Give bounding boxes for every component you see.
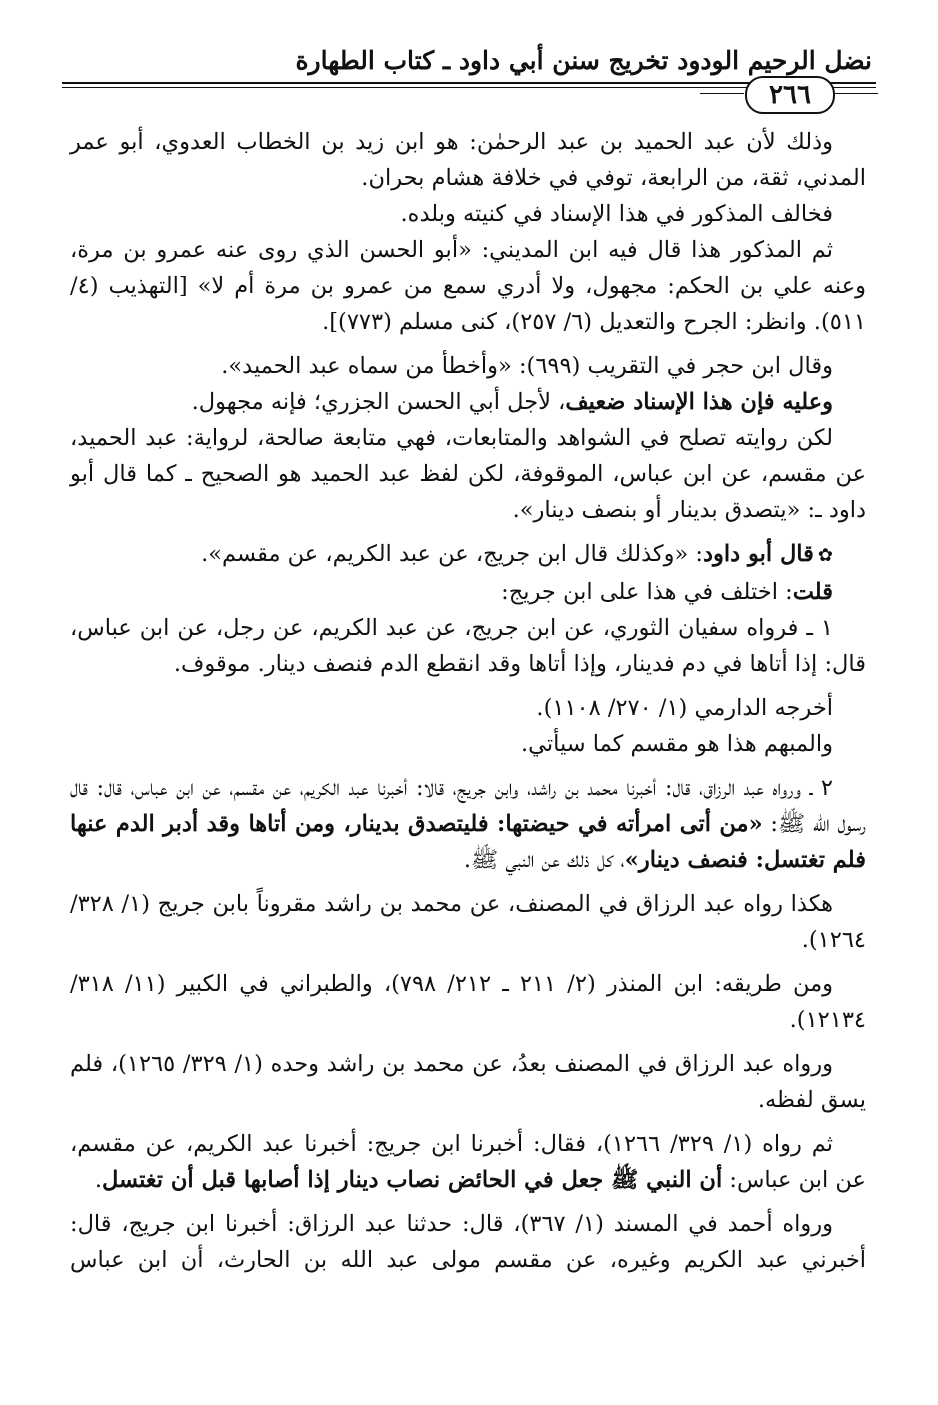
text-run: ، لأجل أبي الحسن الجزري؛ فإنه مجهول.: [191, 389, 566, 415]
bold-text: وعليه فإن هذا الإسناد ضعيف: [565, 389, 833, 415]
paragraph: [70, 196, 866, 232]
paragraph: [70, 1046, 866, 1118]
text-run: .: [94, 1167, 102, 1193]
text-run: : اختلف في هذا على ابن جريج:: [501, 579, 793, 605]
paragraph: [70, 232, 866, 340]
text-run: ، كل ذلك عن النبي ﷺ.: [463, 847, 625, 873]
paragraph: [70, 1126, 866, 1198]
body-text: [70, 124, 866, 1278]
paragraph: [70, 348, 866, 384]
page-number: ٢٦٦: [745, 76, 835, 114]
page-number-ornament: [0, 74, 938, 114]
paragraph: [70, 420, 866, 528]
text-run: ١ ـ فرواه سفيان الثوري، عن ابن جريج، عن عبد الكريم، عن رجل، عن ابن عباس، قال: إذا أتاها في دم فدينار، وإذا أتاها وقد انقطع الدم فنصف دينار. موقوف.: [70, 615, 866, 677]
text-run: ثم المذكور هذا قال فيه ابن المديني: «أبو الحسن الذي روى عنه عمرو بن مرة، وعنه علي بن الحكم: مجهول، ولا أدري سمع من عمرو بن مرة أم لا» [التهذيب (٤/ ٥١١). وانظر: الجرح والتعديل (٦/ ٢٥٧)، كنى مسلم (٧٧٣)].: [70, 237, 866, 335]
text-run: وقال ابن حجر في التقريب (٦٩٩): «وأخطأ من سماه عبد الحميد».: [221, 353, 833, 379]
text-run: فخالف المذكور في هذا الإسناد في كنيته وبلده.: [400, 201, 833, 227]
running-header-title: نضل الرحيم الودود تخريج سنن أبي داود ـ كتاب الطهارة: [295, 46, 872, 75]
text-run: أخرجه الدارمي (١/ ٢٧٠/ ١١٠٨).: [536, 695, 833, 721]
text-run: هكذا رواه عبد الرزاق في المصنف، عن محمد بن راشد مقروناً بابن جريج (١/ ٣٢٨/ ١٢٦٤).: [70, 891, 866, 953]
paragraph: [70, 1206, 866, 1278]
text-run: لكن روايته تصلح في الشواهد والمتابعات، فهي متابعة صالحة، لرواية: عبد الحميد، عن مقسم، عن ابن عباس، الموقوفة، لكن لفظ عبد الحميد هو الصحيح ـ كما قال أبو داود ـ: «يتصدق بدينار أو بنصف دينار».: [70, 425, 866, 523]
ornament-line-right: [834, 93, 878, 94]
paragraph: [70, 770, 866, 878]
text-run: ٢ ـ ورواه عبد الرزاق، قال: أخبرنا محمد بن راشد، وابن جريج، قالا: أخبرنا عبد الكريم، عن مقسم، عن ابن عباس، قال: قال رسول الله ﷺ:: [70, 775, 866, 837]
paragraph: [70, 690, 866, 726]
flower-ornament-icon: ✿: [817, 545, 833, 566]
text-run: : «وكذلك قال ابن جريج، عن عبد الكريم، عن مقسم».: [201, 541, 703, 567]
bold-text: قلت: [792, 579, 833, 605]
ornament-line-left: [700, 93, 744, 94]
bold-text: قال أبو داود: [702, 541, 814, 567]
paragraph: [70, 536, 866, 574]
paragraph: [70, 966, 866, 1038]
text-run: وذلك لأن عبد الحميد بن عبد الرحمٰن: هو ابن زيد بن الخطاب العدوي، أبو عمر المدني، ثقة، من الرابعة، توفي في خلافة هشام بحران.: [70, 129, 866, 191]
paragraph: [70, 886, 866, 958]
text-run: ورواه أحمد في المسند (١/ ٣٦٧)، قال: حدثنا عبد الرزاق: أخبرنا ابن جريج، قال: أخبرني عبد الكريم وغيره، عن مقسم مولى عبد الله بن الحارث، أن ابن عباس: [70, 1211, 866, 1273]
text-run: والمبهم هذا هو مقسم كما سيأتي.: [520, 731, 833, 757]
paragraph: [70, 574, 866, 610]
text-run: ورواه عبد الرزاق في المصنف بعدُ، عن محمد بن راشد وحده (١/ ٣٢٩/ ١٢٦٥)، فلم يسق لفظه.: [70, 1051, 866, 1113]
paragraph: [70, 124, 866, 196]
paragraph: [70, 610, 866, 682]
paragraph: [70, 384, 866, 420]
paragraph: [70, 726, 866, 762]
text-run: ومن طريقه: ابن المنذر (٢/ ٢١١ ـ ٢١٢/ ٧٩٨)، والطبراني في الكبير (١١/ ٣١٨/ ١٢١٣٤).: [70, 971, 866, 1033]
text-run: ثم رواه (١/ ٣٢٩/ ١٢٦٦)، فقال: أخبرنا ابن جريج: أخبرنا عبد الكريم، عن مقسم، عن ابن عباس:: [70, 1131, 866, 1193]
bold-text: أن النبي ﷺ جعل في الحائض نصاب دينار إذا أصابها قبل أن تغتسل: [101, 1167, 723, 1193]
bold-text: «من أتى امرأته في حيضتها: فليتصدق بدينار، ومن أتاها وقد أدبر الدم عنها فلم تغتسل: فنصف دينار»: [70, 811, 866, 873]
